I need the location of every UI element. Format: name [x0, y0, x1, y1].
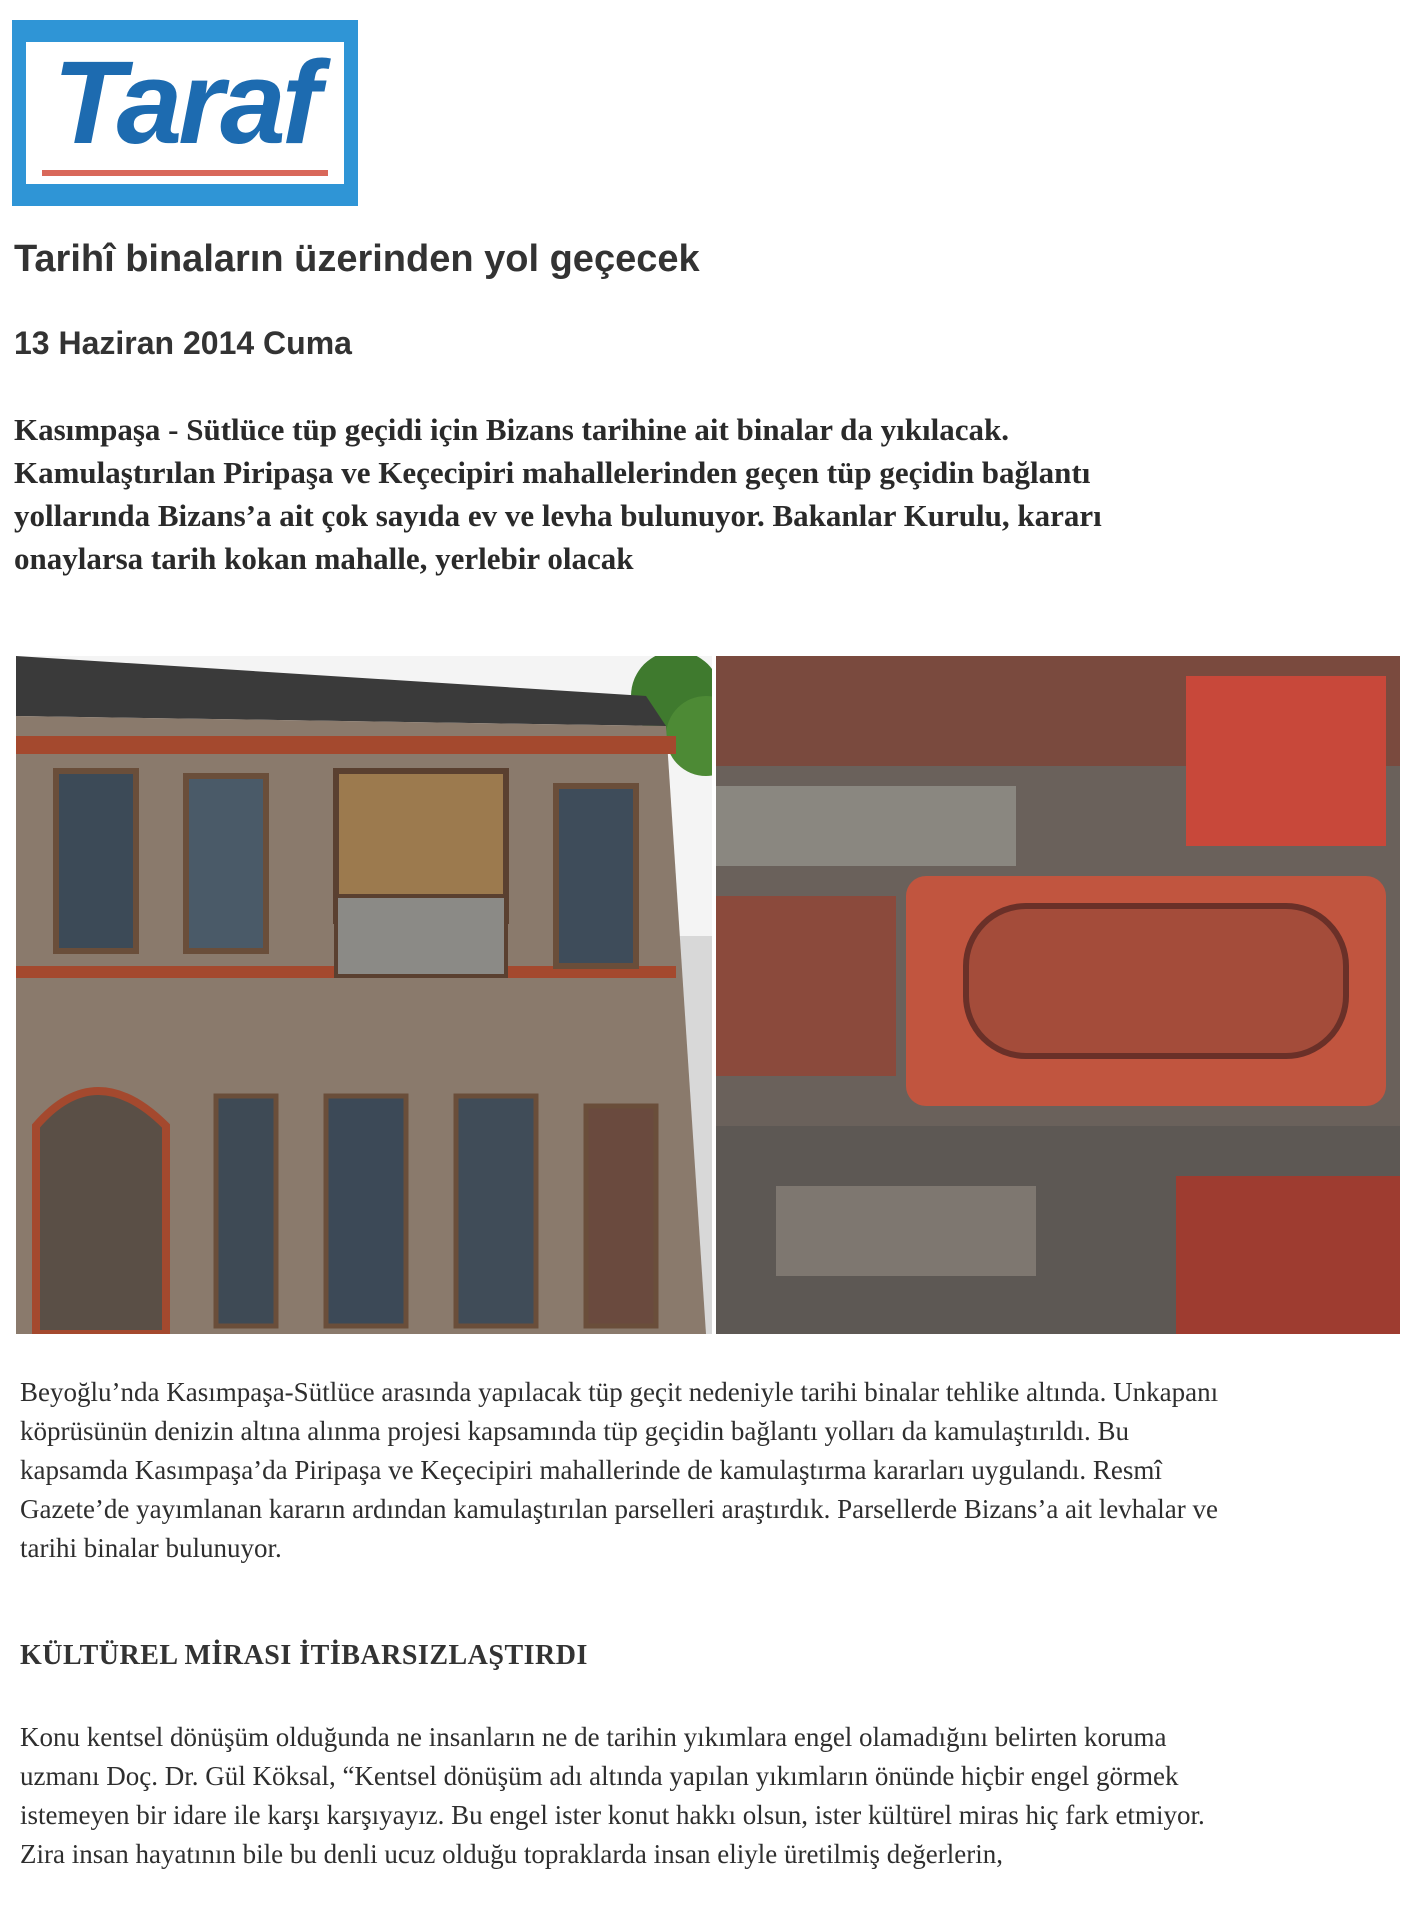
section-subheading: KÜLTÜREL MİRASI İTİBARSIZLAŞTIRDI	[20, 1640, 588, 1671]
historic-building-photo	[16, 656, 712, 1334]
inscribed-brick-photo	[716, 656, 1400, 1334]
logo-panel	[26, 42, 344, 184]
inscribed-brick-image	[716, 656, 1400, 1334]
body-paragraph-2: Konu kentsel dönüşüm olduğunda ne insanların ne de tarihin yıkımlara engel olamadığını belirten koruma uzmanı Doç. Dr. Gül Köksal, “Kentsel dönüşüm adı altında yapılan yıkımların önünde hiçbir engel görmek istemeyen bir idare ile karşı karşıyayız. Bu engel ister konut hakkı olsun, ister kültürel miras hiç fark etmiyor. Zira insan hayatının bile bu denli ucuz olduğu topraklarda insan eliyle üretilmiş değerlerin,	[20, 1722, 1205, 1869]
article-photos	[16, 656, 1400, 1334]
logo-underline	[42, 170, 328, 176]
article-lead: Kasımpaşa - Sütlüce tüp geçidi için Bizans tarihine ait binalar da yıkılacak. Kamulaştırılan Piripaşa ve Keçecipiri mahallelerinden geçen tüp geçidin bağlantı yollarında Bizans’a ait çok sayıda ev ve levha bulunuyor. Bakanlar Kurulu, kararı onaylarsa tarih kokan mahalle, yerlebir olacak	[14, 412, 1102, 576]
article-headline: Tarihî binaların üzerinden yol geçecek	[14, 238, 700, 280]
body-paragraph-1: Beyoğlu’nda Kasımpaşa-Sütlüce arasında yapılacak tüp geçit nedeniyle tarihi binalar tehlike altında. Unkapanı köprüsünün denizin altına alınma projesi kapsamında tüp geçidin bağlantı yolları da kamulaştırıldı. Bu kapsamda Kasımpaşa’da Piripaşa ve Keçecipiri mahallerinde de kamulaştırma kararları uygulandı. Resmî Gazete’de yayımlanan kararın ardından kamulaştırılan parselleri araştırdık. Parsellerde Bizans’a ait levhalar ve tarihi binalar bulunuyor.	[20, 1377, 1219, 1563]
logo-wordmark: Taraf	[52, 42, 318, 169]
historic-building-image	[16, 656, 712, 1334]
article-date: 13 Haziran 2014 Cuma	[14, 325, 352, 361]
newspaper-logo	[12, 20, 358, 206]
